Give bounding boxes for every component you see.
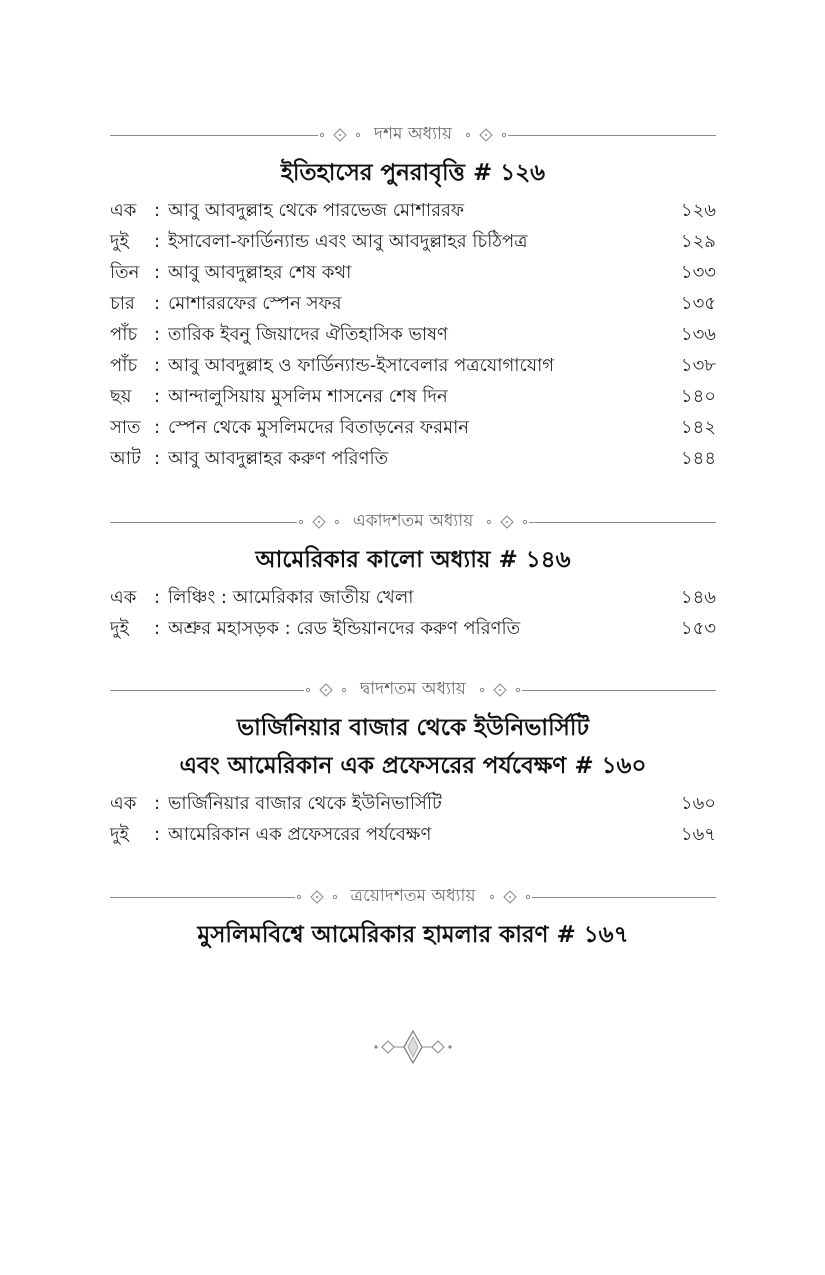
toc-entry[interactable]: দুই : ইসাবেলা-ফার্ডিন্যান্ড এবং আবু আবদুল্লাহর চিঠিপত্র ১২৯ [110,226,716,257]
chapter-label: একাদশতম অধ্যায় [352,511,474,531]
entry-list [110,195,716,474]
entry-title: আবু আবদুল্লাহ থেকে পারভেজ মোশাররফ [168,200,465,221]
entry-page: ১৬০ [680,793,716,814]
end-ornament-icon [368,1027,458,1067]
entry-page: ১৩৮ [680,355,716,376]
toc-entry[interactable]: সাত : স্পেন থেকে মুসলিমদের বিতাড়নের ফরমান ১৪২ [110,412,716,443]
entry-number: আট [110,448,141,469]
chapter-12 [110,677,716,850]
chapter-13 [110,884,716,951]
divider-rule-right [532,897,717,898]
toc-entry[interactable]: দুই : অশ্রুর মহাসড়ক : রেড ইন্ডিয়ানদের করুণ পরিণতি ১৫৩ [110,613,716,644]
toc-entry[interactable]: চার : মোশাররফের স্পেন সফর ১৩৫ [110,288,716,319]
entry-title: অশ্রুর মহাসড়ক : রেড ইন্ডিয়ানদের করুণ পরিণতি [168,618,521,639]
entry-title: ভার্জিনিয়ার বাজার থেকে ইউনিভার্সিটি [168,793,442,814]
diamond-ornament-icon [304,683,348,697]
toc-entry[interactable]: এক : ভার্জিনিয়ার বাজার থেকে ইউনিভার্সিটি ১৬০ [110,788,716,819]
entry-page: ১৪৬ [680,587,716,608]
diamond-ornament-icon [464,128,508,142]
divider-rule-left [110,690,304,691]
entry-title: আবু আবদুল্লাহর শেষ কথা [168,262,352,283]
entry-page: ১৬৭ [680,824,716,845]
entry-number: পাঁচ [110,324,138,345]
entry-page: ১২৯ [680,231,716,252]
divider-rule-right [522,690,716,691]
entry-title: আবু আবদুল্লাহ ও ফার্ডিন্যান্ড-ইসাবেলার পত্রযোগাযোগ [168,355,555,376]
chapter-label: দ্বাদশতম অধ্যায় [360,679,466,699]
entry-title: আমেরিকান এক প্রফেসরের পর্যবেক্ষণ [168,824,432,845]
entry-title: ইসাবেলা-ফার্ডিন্যান্ড এবং আবু আবদুল্লাহর চিঠিপত্র [168,231,528,252]
diamond-ornament-icon [318,128,362,142]
entry-number: ছয় [110,386,132,407]
entry-number: সাত [110,417,141,438]
divider-rule-left [110,135,318,136]
divider-rule-left [110,522,297,523]
chapter-divider [110,509,716,535]
chapter-title: আমেরিকার কালো অধ্যায় # ১৪৬ [255,547,571,573]
diamond-ornament-icon [485,515,529,529]
entry-page: ১৫৩ [680,618,716,639]
toc-entry[interactable]: দুই : আমেরিকান এক প্রফেসরের পর্যবেক্ষণ ১৬৭ [110,819,716,850]
chapter-divider [110,122,716,148]
entry-title: আবু আবদুল্লাহর করুণ পরিণতি [168,448,389,469]
entry-title: তারিক ইবনু জিয়াদের ঐতিহাসিক ভাষণ [168,324,448,345]
entry-list [110,582,716,644]
chapter-title: মুসলিমবিশ্বে আমেরিকার হামলার কারণ # ১৬৭ [197,922,629,948]
chapter-11 [110,509,716,644]
entry-number: তিন [110,262,140,283]
divider-rule-right [529,522,716,523]
entry-page: ১৪২ [680,417,716,438]
diamond-ornament-icon [297,515,341,529]
chapter-label: ত্রয়োদশতম অধ্যায় [350,886,476,906]
entry-page: ১৪০ [680,386,716,407]
entry-title: মোশাররফের স্পেন সফর [168,293,342,314]
entry-title: আন্দালুসিয়ায় মুসলিম শাসনের শেষ দিন [168,386,448,407]
entry-number: দুই [110,824,129,845]
chapter-label: দশম অধ্যায় [374,124,452,144]
entry-list [110,788,716,850]
entry-page: ১৩৩ [680,262,716,283]
chapter-title: ইতিহাসের পুনরাবৃত্তি # ১২৬ [280,160,546,186]
entry-page: ১২৬ [680,200,716,221]
toc-entry[interactable]: এক : লিঞ্চিং : আমেরিকার জাতীয় খেলা ১৪৬ [110,582,716,613]
entry-number: এক [110,200,137,221]
entry-page: ১৩৬ [680,324,716,345]
entry-number: এক [110,793,137,814]
toc-entry[interactable]: তিন : আবু আবদুল্লাহর শেষ কথা ১৩৩ [110,257,716,288]
chapter-divider [110,884,716,910]
diamond-ornament-icon [478,683,522,697]
entry-number: চার [110,293,135,314]
entry-title: লিঞ্চিং : আমেরিকার জাতীয় খেলা [168,587,414,608]
entry-number: দুই [110,618,129,639]
entry-title: স্পেন থেকে মুসলিমদের বিতাড়নের ফরমান [168,417,470,438]
chapter-title: ভার্জিনিয়ার বাজার থেকে ইউনিভার্সিটি এবং আমেরিকান এক প্রফেসরের পর্যবেক্ষণ # ১৬০ [179,715,647,779]
entry-page: ১৪৪ [680,448,716,469]
entry-number: দুই [110,231,129,252]
diamond-ornament-icon [295,890,339,904]
entry-number: পাঁচ [110,355,138,376]
toc-entry[interactable]: পাঁচ : তারিক ইবনু জিয়াদের ঐতিহাসিক ভাষণ ১৩৬ [110,319,716,350]
entry-page: ১৩৫ [680,293,716,314]
chapter-divider [110,677,716,703]
divider-rule-left [110,897,295,898]
toc-entry[interactable]: আট : আবু আবদুল্লাহর করুণ পরিণতি ১৪৪ [110,443,716,474]
diamond-ornament-icon [488,890,532,904]
entry-number: এক [110,587,137,608]
divider-rule-right [508,135,716,136]
toc-entry[interactable]: ছয় : আন্দালুসিয়ায় মুসলিম শাসনের শেষ দিন ১৪০ [110,381,716,412]
toc-entry[interactable]: পাঁচ : আবু আবদুল্লাহ ও ফার্ডিন্যান্ড-ইসাবেলার পত্রযোগাযোগ ১৩৮ [110,350,716,381]
toc-entry[interactable]: এক : আবু আবদুল্লাহ থেকে পারভেজ মোশাররফ ১২৬ [110,195,716,226]
chapter-10 [110,122,716,474]
